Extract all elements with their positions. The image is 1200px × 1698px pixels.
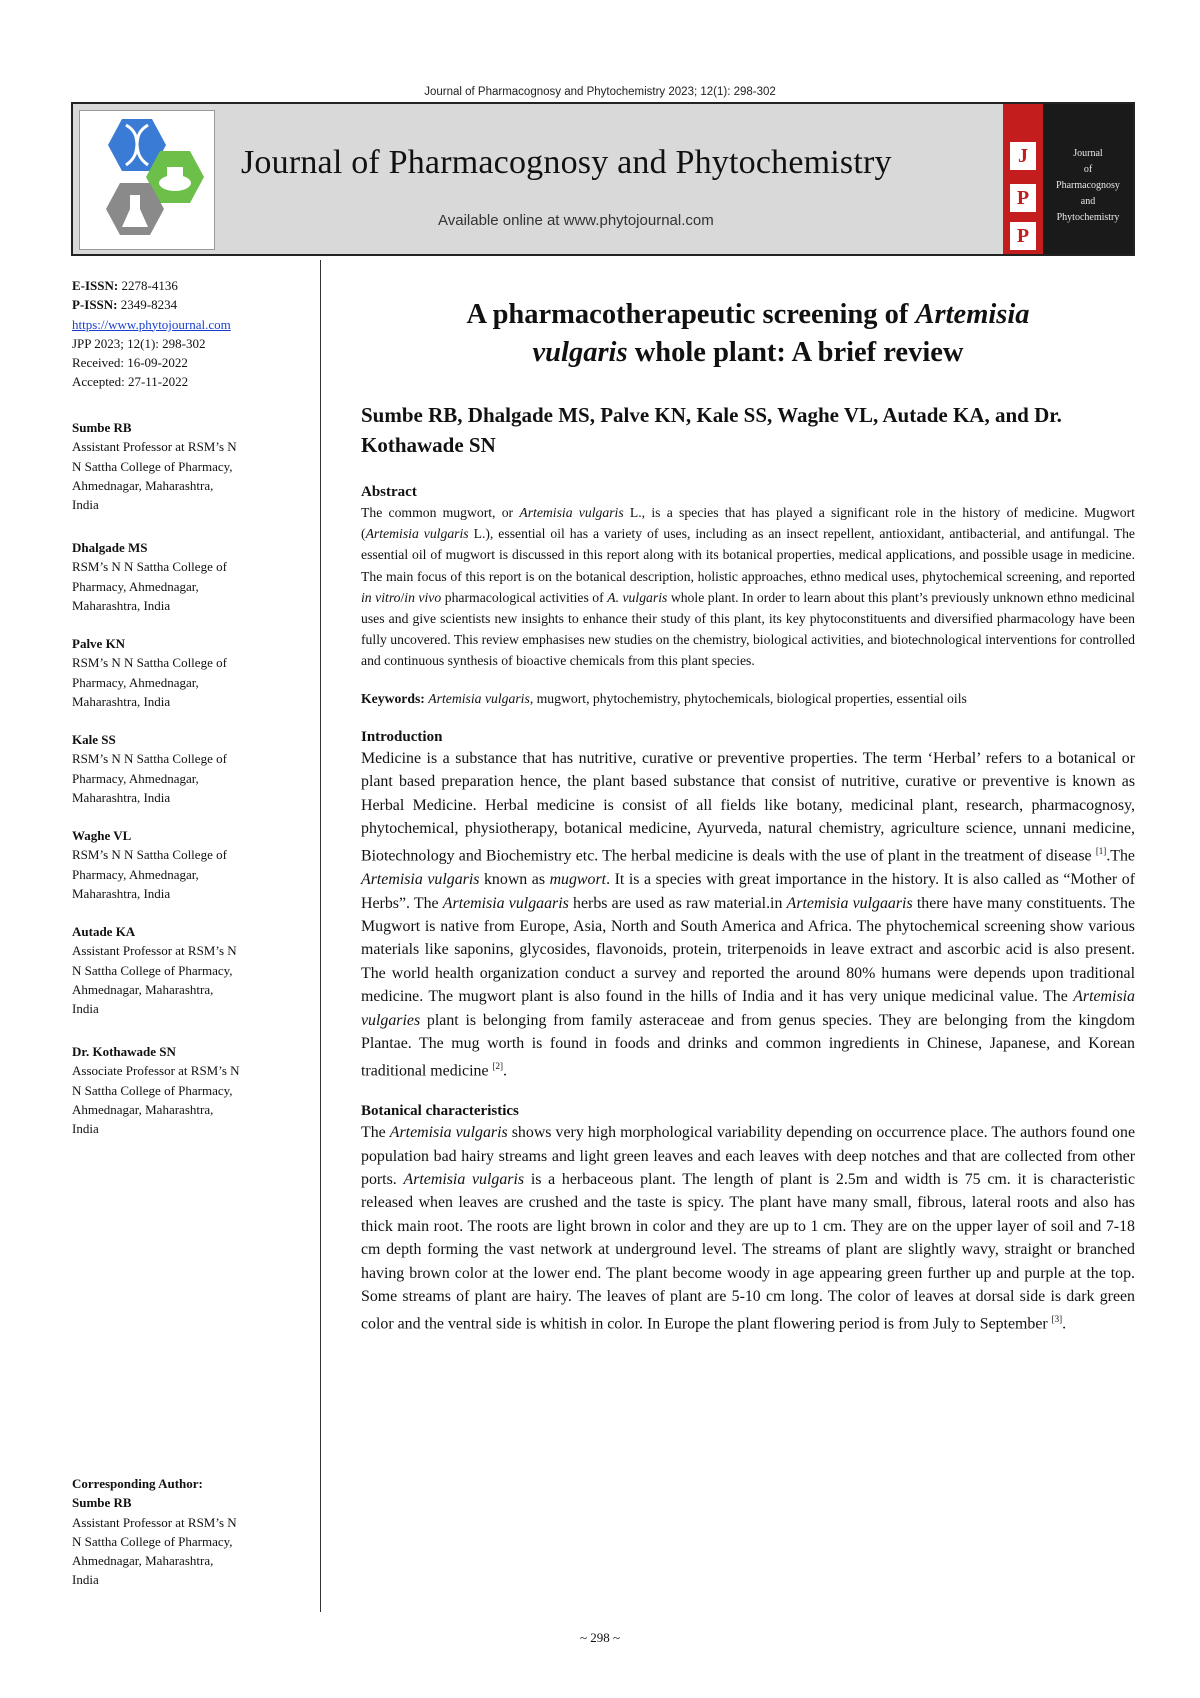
title-italic: vulgaris [532,337,628,368]
author-affiliation-line: RSM’s N N Sattha College of [72,559,227,575]
sidebar-author [72,538,294,615]
author-affiliation-line: India [72,497,99,513]
side-label-line: Phytochemistry [1056,212,1120,223]
jpp-letter-p1: P [1010,184,1036,212]
keywords-label: Keywords: [361,690,425,706]
author-affiliation-line: Assistant Professor at RSM’s N [72,1514,237,1530]
corresponding-label: Corresponding Author: [72,1476,203,1491]
title-text: whole plant: A brief review [627,337,964,368]
author-affiliation-line: N Sattha College of Pharmacy, [72,1082,233,1098]
author-affiliation-line: RSM’s N N Sattha College of [72,655,227,671]
journal-name: Journal of Pharmacognosy and Phytochemistry [241,144,892,181]
hexagon-logo-icon [80,111,214,249]
author-name: Dr. Kothawade SN [72,1044,176,1059]
author-affiliation-line: Maharashtra, India [72,693,171,709]
eissn-line [72,276,294,295]
author-affiliation-line: Maharashtra, India [72,885,171,901]
running-header: Journal of Pharmacognosy and Phytochemistry 2023; 12(1): 298-302 [424,86,776,98]
abstract-body: The common mugwort, or Artemisia vulgaris L., is a species that has played a significant role in the history of medicine. Mugwort (Artemisia vulgaris L.), essential oil has a variety of uses, including as an insect repellent, antioxidant, antibacterial, and antifungal. The essential oil of mugwort is discussed in this report along with its botanical properties, medical applications, and possible usage in medicine. The main focus of this report is on the botanical description, holistic approaches, ethno medical uses, phytochemical screening, and reported in vitro/in vivo pharmacological activities of A. vulgaris whole plant. In order to learn about this plant’s previously unknown ethno medicinal uses and give scientists new insights to enhance their study of this plant, its key phytoconstituents and diversified pharmacology have been fully uncovered. This review emphasises new studies on the chemistry, biological activities, and biotechnological interventions for controlled and continuous synthesis of bioactive chemicals from this plant species. [361,505,1135,669]
author-affiliation-line: Assistant Professor at RSM’s N [72,439,237,455]
sidebar-author [72,730,294,807]
side-label-line: and [1080,196,1096,207]
author-affiliation-line: Assistant Professor at RSM’s N [72,943,237,959]
keywords: Keywords: Artemisia vulgaris, mugwort, phytochemistry, phytochemicals, biological properties, essential oils [361,690,967,706]
author-affiliation-line: Ahmednagar, Maharashtra, [72,1101,214,1117]
journal-logo [79,110,215,250]
abstract-heading: Abstract [361,484,417,500]
corresponding-name: Sumbe RB [72,1495,132,1511]
author-affiliation-line: Associate Professor at RSM’s N [72,1063,240,1079]
author-affiliation-line: Pharmacy, Ahmednagar, [72,674,199,690]
citation-ref[interactable]: [1] [1095,846,1107,857]
introduction-heading: Introduction [361,728,443,745]
author-list: Sumbe RB, Dhalgade MS, Palve KN, Kale SS, Waghe VL, Autade KA, and Dr. Kothawade SN [361,403,1062,457]
botanical-body: The Artemisia vulgaris shows very high morphological variability depending on occurrence place. The authors found one population bad hairy streams and light green leaves and each leaves with deep notches and that are collected from other ports. Artemisia vulgaris is a herbaceous plant. The length of plant is 2.5m and width is 75 cm. it is characteristic released when leaves are crushed and the taste is spicy. The plant have many small, fibrous, lateral roots and also has thick main root. The roots are light brown in color and they are up to 1 cm. They are on the upper layer of soil and 7-18 cm depth forming the vast network at underground level. The streams of plant are slightly wavy, straight or branched having brown color at the lower end. The plant become woody in age appearing green further up and purple at the top. Some streams of plant are hairy. The leaves of plant are 5-10 cm long. The color of leaves at dorsal side is dark green color and the ventral side is whitish in color. In Europe the plant flowering period is from July to September [3]. [361,1124,1136,1333]
title-italic: Artemisia [915,299,1030,330]
author-affiliation-line: Pharmacy, Ahmednagar, [72,770,199,786]
title-text: A pharmacotherapeutic screening of [466,299,916,330]
author-affiliation-line: Maharashtra, India [72,789,171,805]
jpp-letter-j: J [1010,142,1036,170]
article-title [361,296,1135,372]
available-online-text: Available online at www.phytojournal.com [438,212,714,229]
sidebar-author [72,826,294,903]
author-affiliation-line: N Sattha College of Pharmacy, [72,458,233,474]
eissn-label: E-ISSN: [72,278,119,293]
side-label-line: Pharmacognosy [1056,180,1120,191]
citation-ref[interactable]: [3] [1051,1314,1063,1325]
accepted-date: Accepted: 27-11-2022 [72,374,189,390]
received-date: Received: 16-09-2022 [72,355,188,371]
author-affiliation-line: Ahmednagar, Maharashtra, [72,1553,214,1569]
author-name: Waghe VL [72,828,132,843]
author-name: Autade KA [72,924,136,939]
pissn-label: P-ISSN: [72,297,118,313]
author-affiliation-line: Pharmacy, Ahmednagar, [72,578,199,594]
sidebar-author [72,634,294,711]
column-divider [320,260,321,1612]
sidebar-author [72,1042,294,1138]
side-label-line: of [1083,164,1093,175]
author-name: Palve KN [72,636,126,651]
page-number: ~ 298 ~ [579,1630,621,1645]
journal-url-link[interactable]: https://www.phytojournal.com [72,316,231,332]
pissn-line [72,295,294,314]
author-name: Sumbe RB [72,420,132,435]
author-affiliation-line: India [72,1001,99,1017]
article-main [361,296,1135,1336]
author-affiliation-line: India [72,1572,99,1588]
author-affiliation-line: RSM’s N N Sattha College of [72,751,227,767]
author-affiliation-line: Pharmacy, Ahmednagar, [72,866,199,882]
corresponding-author [72,1474,294,1590]
author-affiliation-line: Ahmednagar, Maharashtra, [72,477,214,493]
author-affiliation-line: N Sattha College of Pharmacy, [72,962,233,978]
pissn-value: 2349-8234 [120,297,178,313]
introduction-body: Medicine is a substance that has nutritive, curative or preventive properties. The term ‘Herbal’ refers to a botanical or plant based preparation hence, the plant based substance that consist of nutritive, curative or preventive is known as Herbal Medicine. Herbal medicine is consist of all fields like botany, medicinal plant, research, pharmacognosy, phytochemical, physiotherapy, botanical medicine, Ayurveda, natural chemistry, agriculture science, unnani medicine, Biotechnology and Biochemistry etc. The herbal medicine is deals with the use of plant in the treatment of disease [1].The Artemisia vulgaris known as mugwort. It is a species with great importance in the history. It is also called as “Mother of Herbs”. The Artemisia vulgaaris herbs are used as raw material.in Artemisia vulgaaris there have many constituents. The Mugwort is native from Europe, Asia, North and South America and Africa. The phytochemical screening show various materials like saponins, glycosides, flavonoids, protein, triterpenoids in leave extract and ascorbic acid is also present. The world health organization conduct a survey and reported the around 80% humans were depends upon traditional medicine. The mugwort plant is also found in the hills of India and it has very unique medicinal value. The Artemisia vulgaries plant is belonging from family asteraceae and from genus species. They are belonging from the kingdom Plantae. The mug worth is found in foods and drinks and common ingredients in Chinese, Japanese, and Korean traditional medicine [2]. [361,749,1135,1080]
author-affiliation-line: N Sattha College of Pharmacy, [72,1533,233,1549]
author-affiliation-line: India [72,1121,99,1137]
citation-ref[interactable]: [2] [492,1061,503,1072]
jpp-letter-p2: P [1010,222,1036,250]
journal-side-label [1043,104,1133,254]
sidebar-author [72,922,294,1018]
sidebar [72,276,294,1588]
eissn-value: 2278-4136 [121,278,178,293]
side-label-line: Journal [1073,148,1103,159]
jpp-citation: JPP 2023; 12(1): 298-302 [72,335,206,351]
author-affiliation-line: Maharashtra, India [72,597,171,613]
author-affiliation-line: RSM’s N N Sattha College of [72,847,227,863]
author-name: Dhalgade MS [72,540,148,555]
botanical-heading: Botanical characteristics [361,1103,519,1120]
author-affiliation-line: Ahmednagar, Maharashtra, [72,981,214,997]
author-name: Kale SS [72,732,116,747]
sidebar-author [72,418,294,514]
journal-banner [71,102,1135,256]
